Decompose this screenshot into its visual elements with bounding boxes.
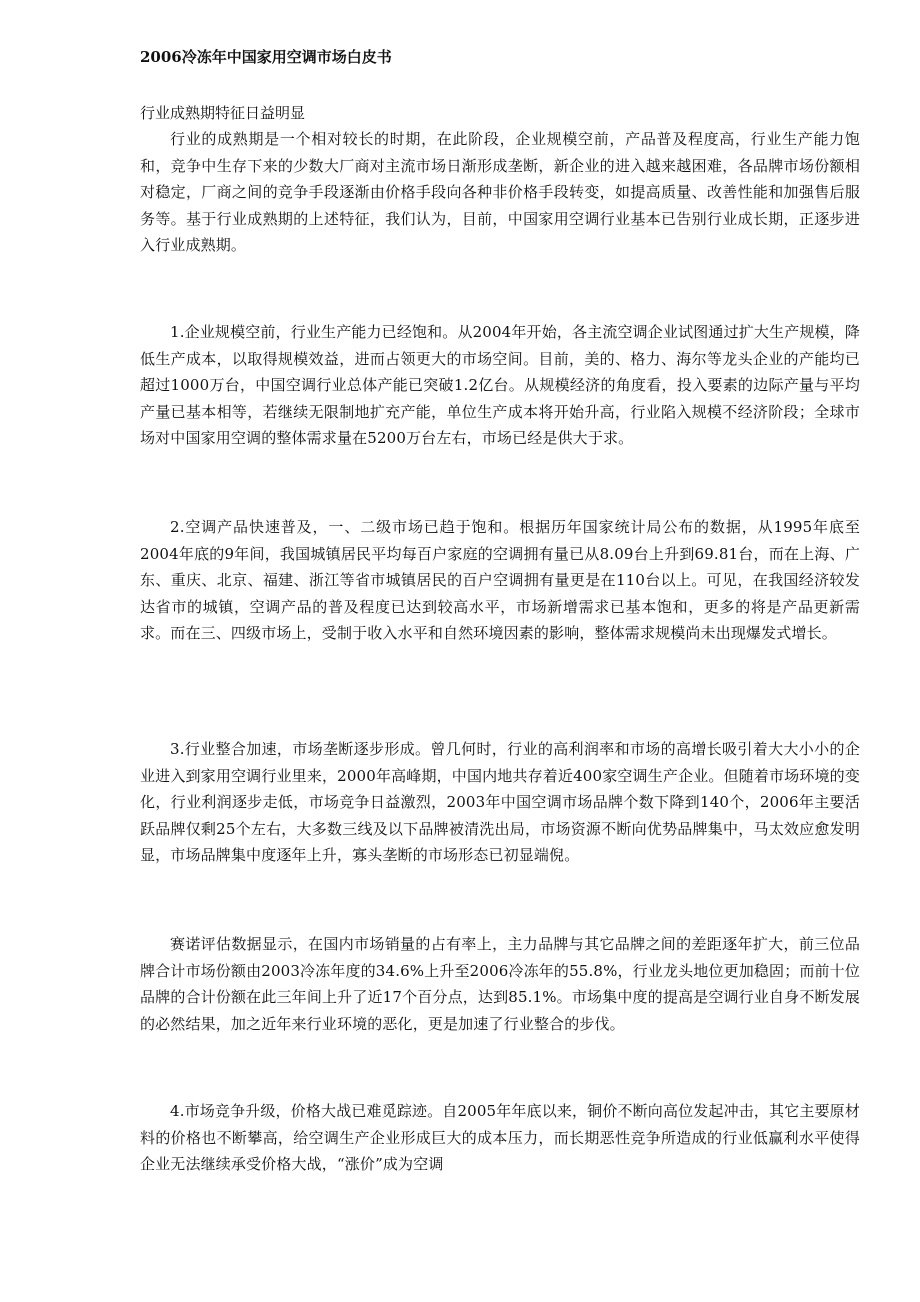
document-title: 2006冷冻年中国家用空调市场白皮书	[140, 48, 392, 66]
paragraph-market-share-data: 赛诺评估数据显示，在国内市场销量的占有率上，主力品牌与其它品牌之间的差距逐年扩大，前三位品牌合计市场份额由2003冷冻年度的34.6%上升至2006冷冻年的55.8%，行业龙头地位更加稳固；而前十位品牌的合计份额在此三年间上升了近17个百分点，达到85.1%。市场集中度的提高是空调行业自身不断发展的必然结果，加之近年来行业环境的恶化，更是加速了行业整合的步伐。	[140, 935, 860, 1033]
section-heading: 行业成熟期特征日益明显	[140, 104, 306, 122]
paragraph-point-3-consolidation: 3.行业整合加速，市场垄断逐步形成。曾几何时，行业的高利润率和市场的高增长吸引着大大小小的企业进入到家用空调行业里来，2000年高峰期，中国内地共存着近400家空调生产企业。但随着市场环境的变化，行业利润逐步走低，市场竞争日益激烈，2003年中国空调市场品牌个数下降到140个，2006年主要活跃品牌仅剩25个左右，大多数三线及以下品牌被清洗出局，市场资源不断向优势品牌集中，马太效应愈发明显，市场品牌集中度逐年上升，寡头垄断的市场形态已初显端倪。	[140, 740, 860, 865]
paragraph-industry-maturity: 行业的成熟期是一个相对较长的时期，在此阶段，企业规模空前，产品普及程度高，行业生产能力饱和，竞争中生存下来的少数大厂商对主流市场日渐形成垄断，新企业的进入越来越困难，各品牌市场份额相对稳定，厂商之间的竞争手段逐渐由价格手段向各种非价格手段转变，如提高质量、改善性能和加强售后服务等。基于行业成熟期的上述特征，我们认为，目前，中国家用空调行业基本已告别行业成长期，正逐步进入行业成熟期。	[140, 130, 860, 255]
paragraph-point-2-popularization: 2.空调产品快速普及，一、二级市场已趋于饱和。根据历年国家统计局公布的数据，从1995年底至2004年底的9年间，我国城镇居民平均每百户家庭的空调拥有量已从8.09台上升到69.81台，而在上海、广东、重庆、北京、福建、浙江等省市城镇居民的百户空调拥有量更是在110台以上。可见，在我国经济较发达省市的城镇，空调产品的普及程度已达到较高水平，市场新增需求已基本饱和，更多的将是产品更新需求。而在三、四级市场上，受制于收入水平和自然环境因素的影响，整体需求规模尚未出现爆发式增长。	[140, 518, 860, 643]
paragraph-point-1-capacity: 1.企业规模空前，行业生产能力已经饱和。从2004年开始，各主流空调企业试图通过扩大生产规模，降低生产成本，以取得规模效益，进而占领更大的市场空间。目前，美的、格力、海尔等龙头企业的产能均已超过1000万台，中国空调行业总体产能已突破1.2亿台。从规模经济的角度看，投入要素的边际产量与平均产量已基本相等，若继续无限制地扩充产能，单位生产成本将开始升高，行业陷入规模不经济阶段；全球市场对中国家用空调的整体需求量在5200万台左右，市场已经是供大于求。	[140, 323, 860, 448]
paragraph-point-4-competition: 4.市场竞争升级，价格大战已难觅踪迹。自2005年年底以来，铜价不断向高位发起冲击，其它主要原材料的价格也不断攀高，给空调生产企业形成巨大的成本压力，而长期恶性竞争所造成的行业低赢利水平使得企业无法继续承受价格大战，“涨价”成为空调	[140, 1102, 860, 1174]
